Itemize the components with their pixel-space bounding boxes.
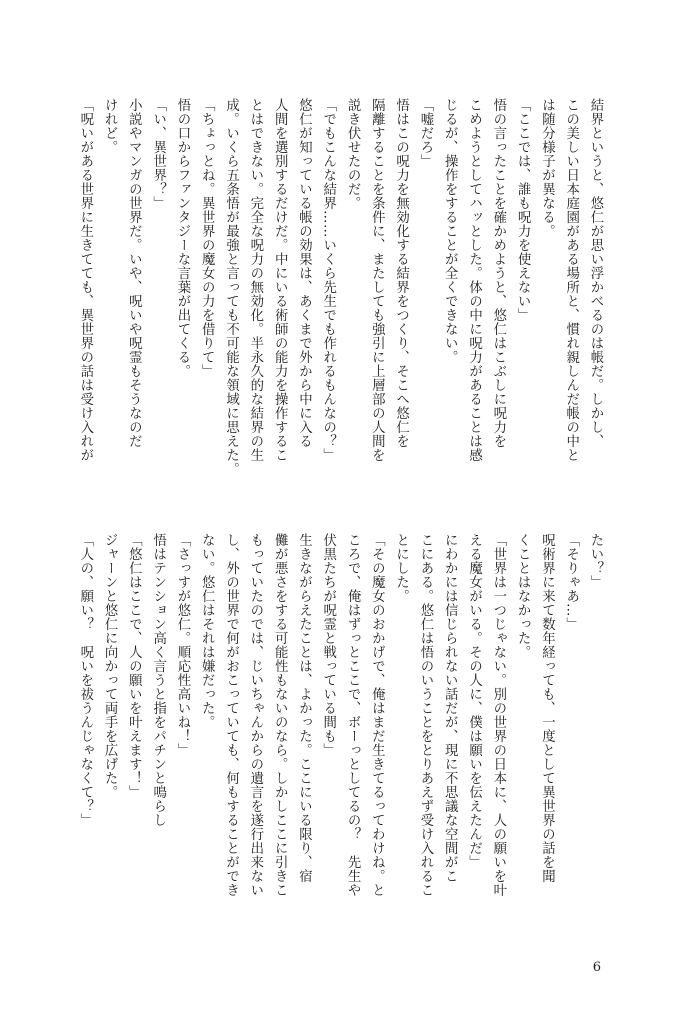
text-line: ない。悠仁はそれは嫌だった。 xyxy=(199,533,215,729)
text-line: とはできない。完全な呪力の無効化。半永久的な結界の生 xyxy=(247,98,263,462)
text-line: 儺が悪さをする可能性もないのなら。しかしここに引きこ xyxy=(272,533,288,897)
text-line: 隔離することを条件に、またしても強引に上層部の人間を xyxy=(369,98,385,462)
text-line: 説き伏せたのだ。 xyxy=(345,98,361,210)
text-line: 「悠仁はここで、人の願いを叶えます！」 xyxy=(126,533,142,799)
text-line: 「呪いがある世界に生きてても、異世界の話は受け入れが xyxy=(77,98,93,462)
lower-text-block xyxy=(67,533,607,929)
text-line: 「その魔女のおかげで、俺はまだ生きてるってわけね。と xyxy=(369,533,385,897)
text-line: 「世界は一つじゃない。別の世界の日本に、人の願いを叶 xyxy=(490,533,506,897)
text-line: える魔女がいる。その人に、僕は願いを伝えたんだ」 xyxy=(466,533,482,869)
text-line: 成。いくら五条悟が最強と言っても不可能な領域に思えた。 xyxy=(223,98,239,476)
text-line: は随分様子が異なる。 xyxy=(539,98,555,238)
text-line: 「ここでは、誰も呪力を使えない」 xyxy=(515,98,531,322)
text-line: 「ちょっとね。異世界の魔女の力を借りて」 xyxy=(199,98,215,378)
text-line: 「そりゃあ…」 xyxy=(563,533,579,631)
text-line: 悟の言ったことを確かめようと、悠仁はこぶしに呪力を xyxy=(490,98,506,448)
page-number: 6 xyxy=(592,960,601,975)
text-line: こめようとしてハッとした。体の中に呪力があることは感 xyxy=(466,98,482,462)
text-line: 悟の口からファンタジーな言葉が出てくる。 xyxy=(174,98,190,378)
text-line: じるが、操作をすることが全くできない。 xyxy=(442,98,458,364)
text-line: 生きながらえたことは、よかった。ここにいる限り、宿 xyxy=(296,533,312,883)
text-line: 「い、異世界？」 xyxy=(150,98,166,210)
text-line: くことはなかった。 xyxy=(515,533,531,659)
text-line: 呪術界に来て数年経っても、一度として異世界の話を聞 xyxy=(539,533,555,883)
text-line: こにある。悠仁は悟のいうことをとりあえず受け入れるこ xyxy=(417,533,433,897)
text-line: 結界というと、悠仁が思い浮かべるのは帳だ。しかし、 xyxy=(588,98,603,448)
text-line: 「人の、願い？ 呪いを祓うんじゃなくて？」 xyxy=(77,533,93,827)
text-line: 「でもこんな結界……いくら先生でも作れるもんなの？」 xyxy=(320,98,336,462)
text-line: 小説やマンガの世界だ。いや、呪いや呪霊もそうなのだ xyxy=(126,98,142,448)
upper-text-block xyxy=(67,98,607,496)
text-line: 「嘘だろ」 xyxy=(417,98,433,168)
text-line: ころで、俺はずっとここで、ボーっとしてるの？ 先生や xyxy=(345,533,361,897)
text-line: けれど。 xyxy=(102,98,118,154)
text-line: 人間を選別するだけだ。中にいる術師の能力を操作するこ xyxy=(272,98,288,462)
text-line: 悟はこの呪力を無効化する結界をつくり、そこへ悠仁を xyxy=(393,98,409,448)
text-line: 伏黒たちが呪霊と戦っている間も」 xyxy=(320,533,336,757)
text-line: この美しい日本庭園がある場所と、慣れ親しんだ帳の中と xyxy=(563,98,579,462)
text-line: にわかには信じられない話だが、現に不思議な空間がこ xyxy=(442,533,458,883)
text-line: とにした。 xyxy=(393,533,409,603)
text-line: 「さっすが悠仁。順応性高いね！」 xyxy=(174,533,190,757)
text-line: 悟はテンション高く言うと指をパチンと鳴らし xyxy=(150,533,166,827)
text-line: ジャーンと悠仁に向かって両手を広げた。 xyxy=(102,533,118,799)
text-line: 悠仁が知っている帳の効果は、あくまで外から中に入る xyxy=(296,98,312,448)
text-line: もっていたのでは、じいちゃんからの遺言を遂行出来ない xyxy=(247,533,263,897)
text-line: たい？」 xyxy=(588,533,603,589)
text-line: し、外の世界で何がおこっていても、何もすることができ xyxy=(223,533,239,897)
